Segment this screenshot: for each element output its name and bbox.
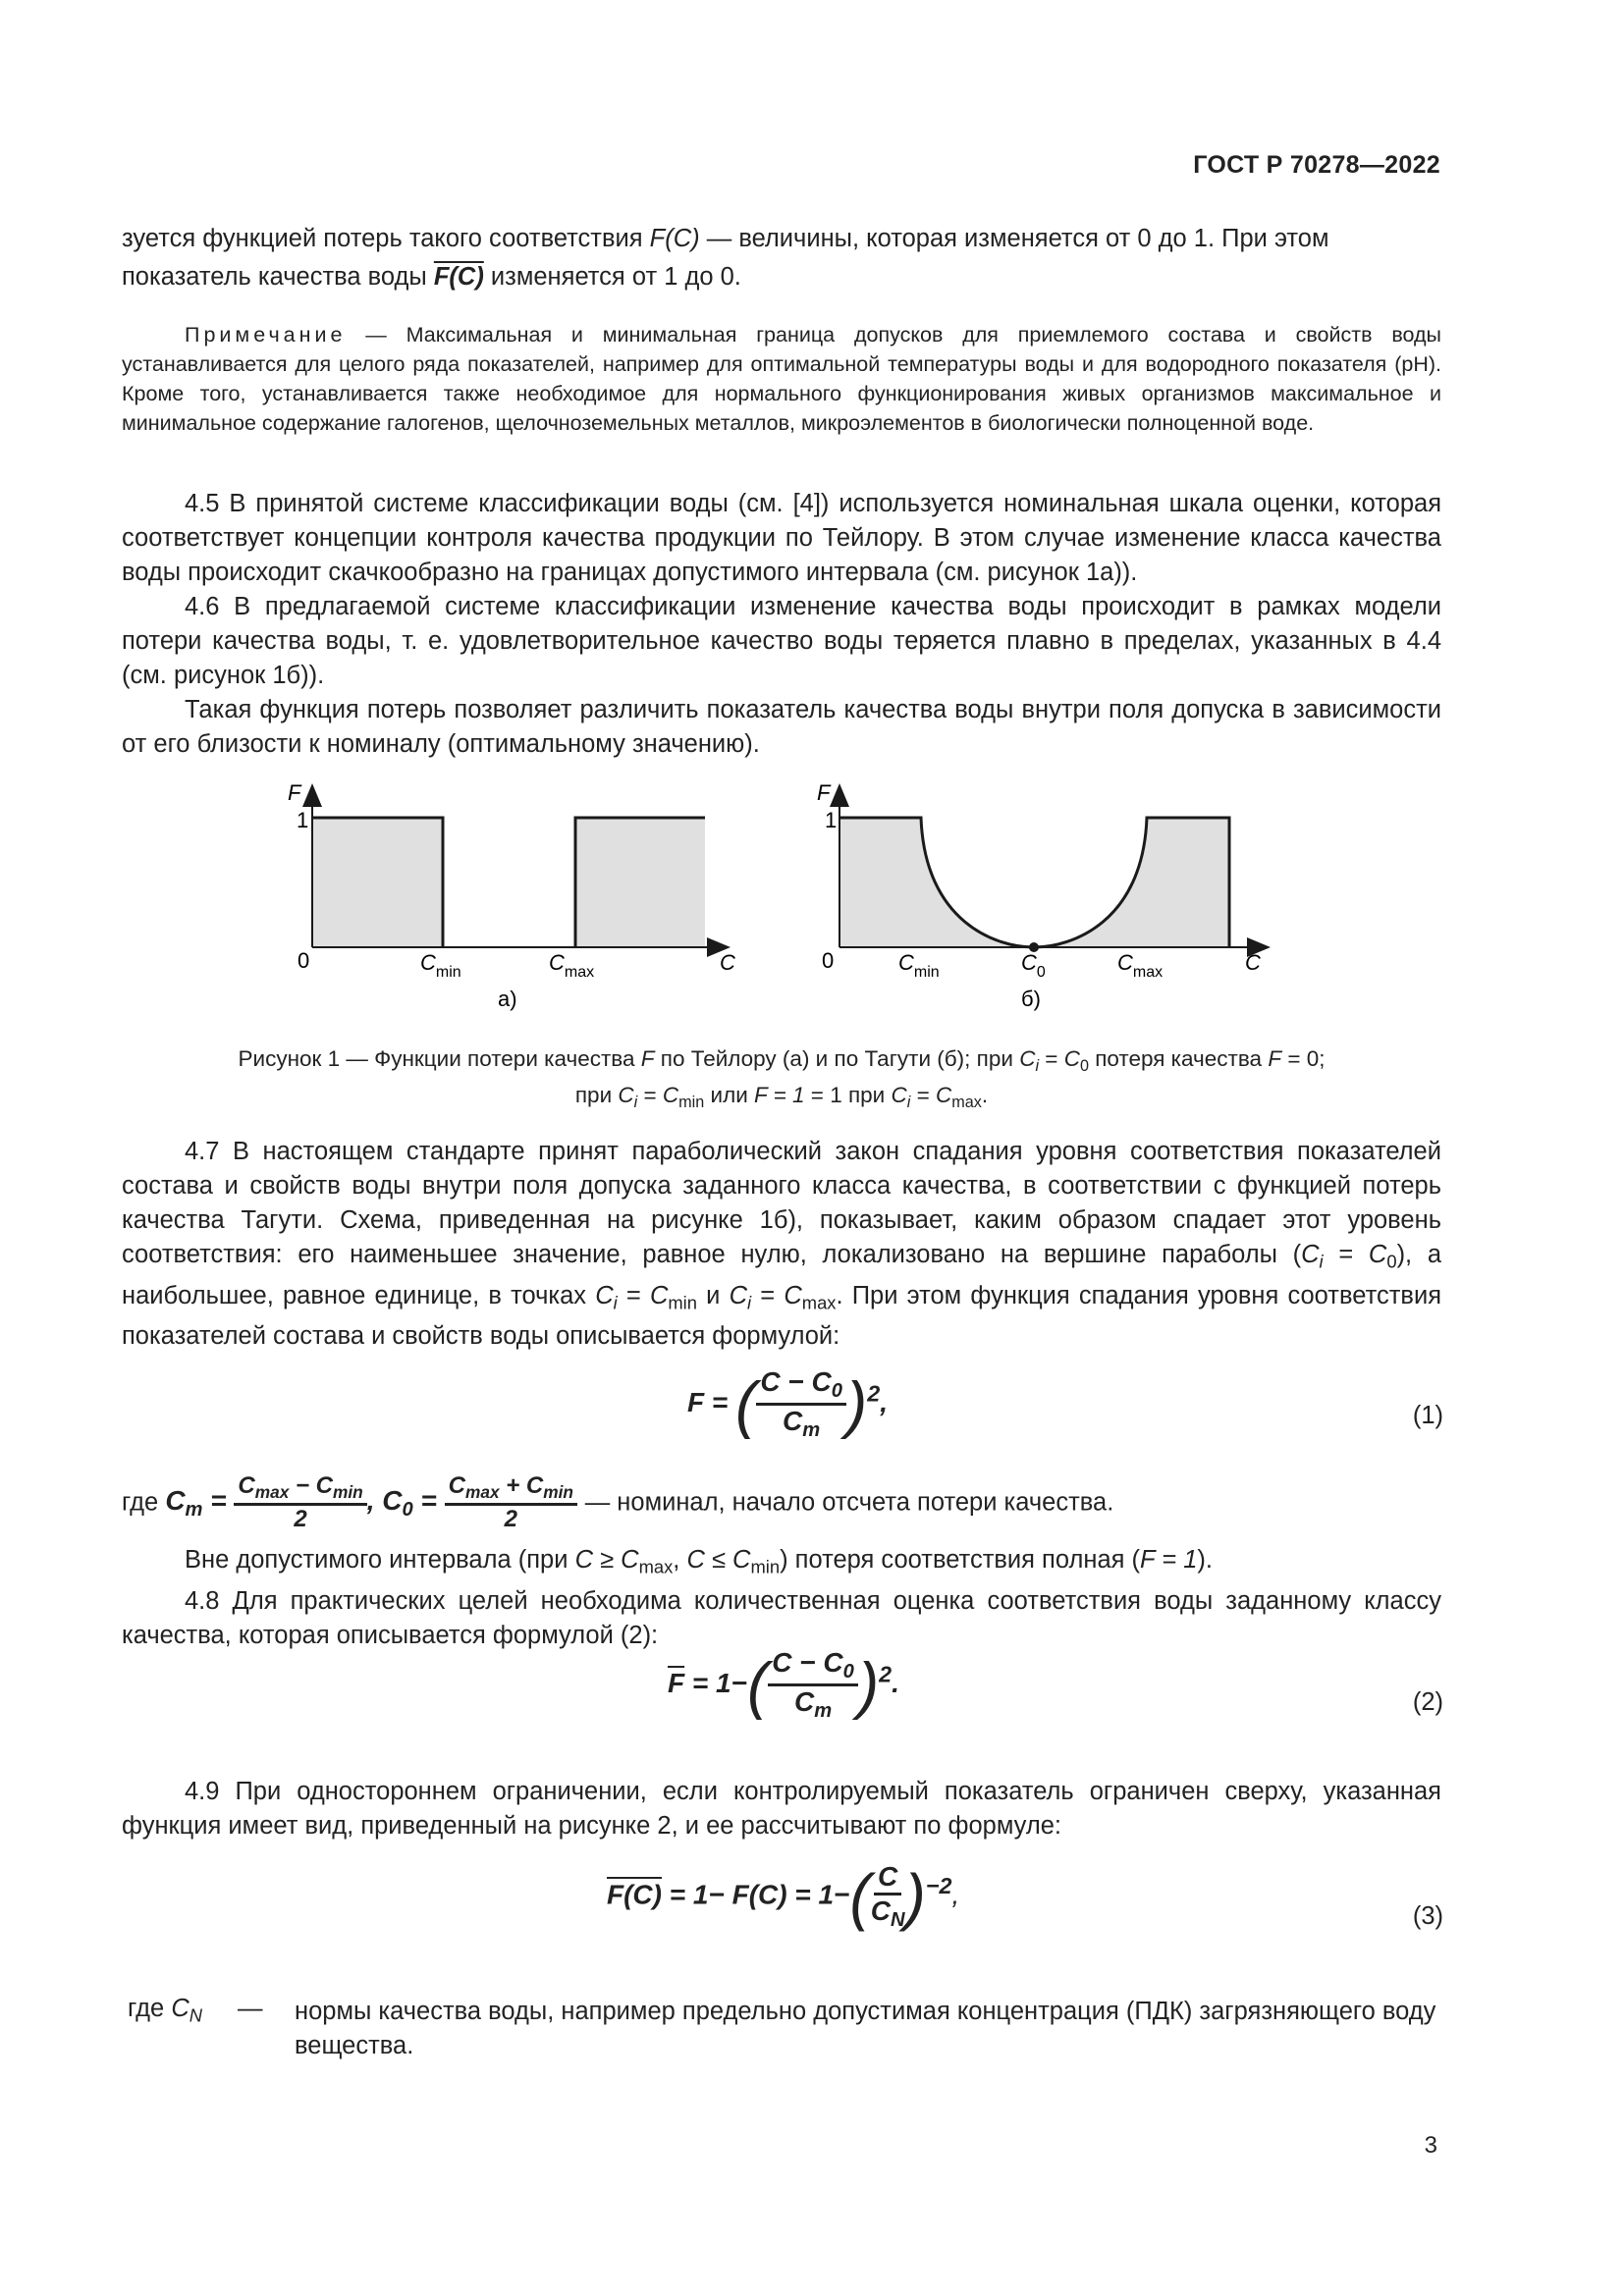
figure-1b-cmax-label: $C_{max}$ (1117, 950, 1164, 981)
figure-1a-cmax-label: $C_{max}$ (549, 950, 595, 981)
figure-1a-taylor (288, 780, 735, 1011)
page-number: 3 (1424, 2132, 1437, 2159)
note-block: Примечание — Максимальная и минимальная граница допусков для приемлемого состава и свойств воды устанавливается для целого ряда показателей, например для оптимальной температуры воды и для водородного показателя (pH). Кроме того, устанавливается также необходимое для нормального функционирования живых организмов максимальное и минимальное содержание галогенов, щелочноземельных металлов, микроэлементов в биологически полноценной воде. (122, 323, 1441, 435)
formula-1: F = ( $\frac{C - C_0}{C_m}$ )$^2$, (687, 1366, 888, 1442)
figure-1a-caption: а) (498, 987, 517, 1011)
paragraph-4-6-continued: Такая функция потерь позволяет различить показатель качества воды внутри поля допуска в зависимости от его близости к номиналу (оптимальному значению). (122, 696, 1441, 758)
figure-1b-zero-tick: 0 (822, 948, 835, 973)
paragraph-4-8: 4.8 Для практических целей необходима количественная оценка соответствия воды заданному классу качества, которая описывается формулой (2): (122, 1586, 1441, 1649)
note-label: Примечание (185, 323, 347, 347)
where-cn-definition: нормы качества воды, например предельно допустимая концентрация (ПДК) загрязняющего воду вещества. (295, 1998, 1436, 2059)
where-cn-label: где $C_N$ (128, 1995, 202, 2026)
section-4-5-4-6 (122, 487, 1441, 762)
figure-1b-cmin-label: $C_{min}$ (898, 950, 940, 981)
where-cn-dash: — (238, 1995, 263, 2022)
figure-1a-c-axis-label: C (720, 950, 735, 975)
fbar-symbol: F(C) (433, 263, 484, 291)
figure-1b-one-tick: 1 (825, 808, 838, 832)
paragraph-4-6: 4.6 В предлагаемой системе классификации изменение качества воды происходит в рамках модели потери качества воды, т. е. удовлетворительное качество воды теряется плавно в пределах, указанных в 4.4 (см. рисунок 1б)). (122, 593, 1441, 689)
figure-1-caption: Рисунок 1 — Функции потери качества F по Тейлору (а) и по Тагути (б); при $C_i = C_0$ потеря качества F = 0; при $C_i = C_{min}$ или F = 1 = 1 при $C_i = C_{max}$. (238, 1046, 1326, 1111)
figure-1a-one-tick: 1 (297, 808, 309, 832)
figure-1b-taguchi (817, 780, 1267, 1011)
formula-3: F(C) = 1− F(C) = 1−( $\frac{C}{C_N}$ )$^{-2}$, (607, 1860, 960, 1932)
formula-2: $\overline{F} = 1-$( $\frac{C - C_0}{C_m}$ )$^2$. (668, 1647, 899, 1723)
figure-1 (0, 766, 1624, 1031)
figure-1a-f-label: F (288, 780, 301, 805)
intro-paragraph: зуется функцией потерь такого соответствия F(C) — величины, которая изменяется от 0 до 1. При этом показатель качества воды F(C) изменяется от 1 до 0. (122, 225, 1329, 291)
section-4-8: Вне допустимого интервала (при $C \ge C_{max}$, $C \le C_{min}$) потеря соответствия полная (F = 1). 4.8 Для практических целей необходима количественная оценка соответствия воды заданному классу качества, которая описывается формулой (2): (122, 1543, 1441, 1653)
standard-header: ГОСТ Р 70278—2022 (1193, 151, 1440, 179)
formula-3-number: (3) (1412, 1902, 1443, 1930)
paragraph-4-7: 4.7 В настоящем стандарте принят параболический закон спадания уровня соответствия показателей состава и свойств воды внутри поля допуска заданного класса качества, в соответствии с функцией потерь качества Тагути. Схема, приведенная на рисунке 1б), показывает, каким образом спадает этот уровень соответствия: его наименьшее значение, равное нулю, локализовано на вершине параболы $(C_i = C_0)$, а наибольшее, равное единице, в точках $C_i = C_{min}$ и $C_i = C_{max}$. При этом функция спадания уровня соответствия показателей состава и свойств воды описывается формулой: (122, 1138, 1442, 1350)
paragraph-4-9: 4.9 При одностороннем ограничении, если контролируемый показатель ограничен сверху, указанная функция имеет вид, приведенный на рисунке 2, и ее рассчитывают по формуле: (122, 1778, 1441, 1840)
paragraph-4-5: 4.5 В принятой системе классификации воды (см. [4]) используется номинальная шкала оценки, которая соответствует концепции контроля качества продукции по Тейлору. В этом случае изменение класса качества воды происходит скачкообразно на границах допустимого интервала (см. рисунок 1а)). (122, 490, 1441, 586)
figure-1b-c0-label: $C_0$ (1021, 950, 1046, 981)
formula-1-number: (1) (1412, 1402, 1443, 1429)
figure-1b-caption: б) (1021, 987, 1041, 1011)
figure-1b-f-label: F (817, 780, 831, 805)
formula-2-number: (2) (1412, 1688, 1443, 1716)
where-definitions: где $C_m$ = $\frac{C_{max} - C_{min}}{2}$ , $C_0$ = $\frac{C_{max} + C_{min}}{2}$ — номинал, начало отсчета потери качества. (122, 1472, 1114, 1533)
figure-1b-c-axis-label: C (1245, 950, 1261, 975)
figure-1a-cmin-label: $C_{min}$ (420, 950, 461, 981)
figure-1a-zero-tick: 0 (298, 948, 310, 973)
